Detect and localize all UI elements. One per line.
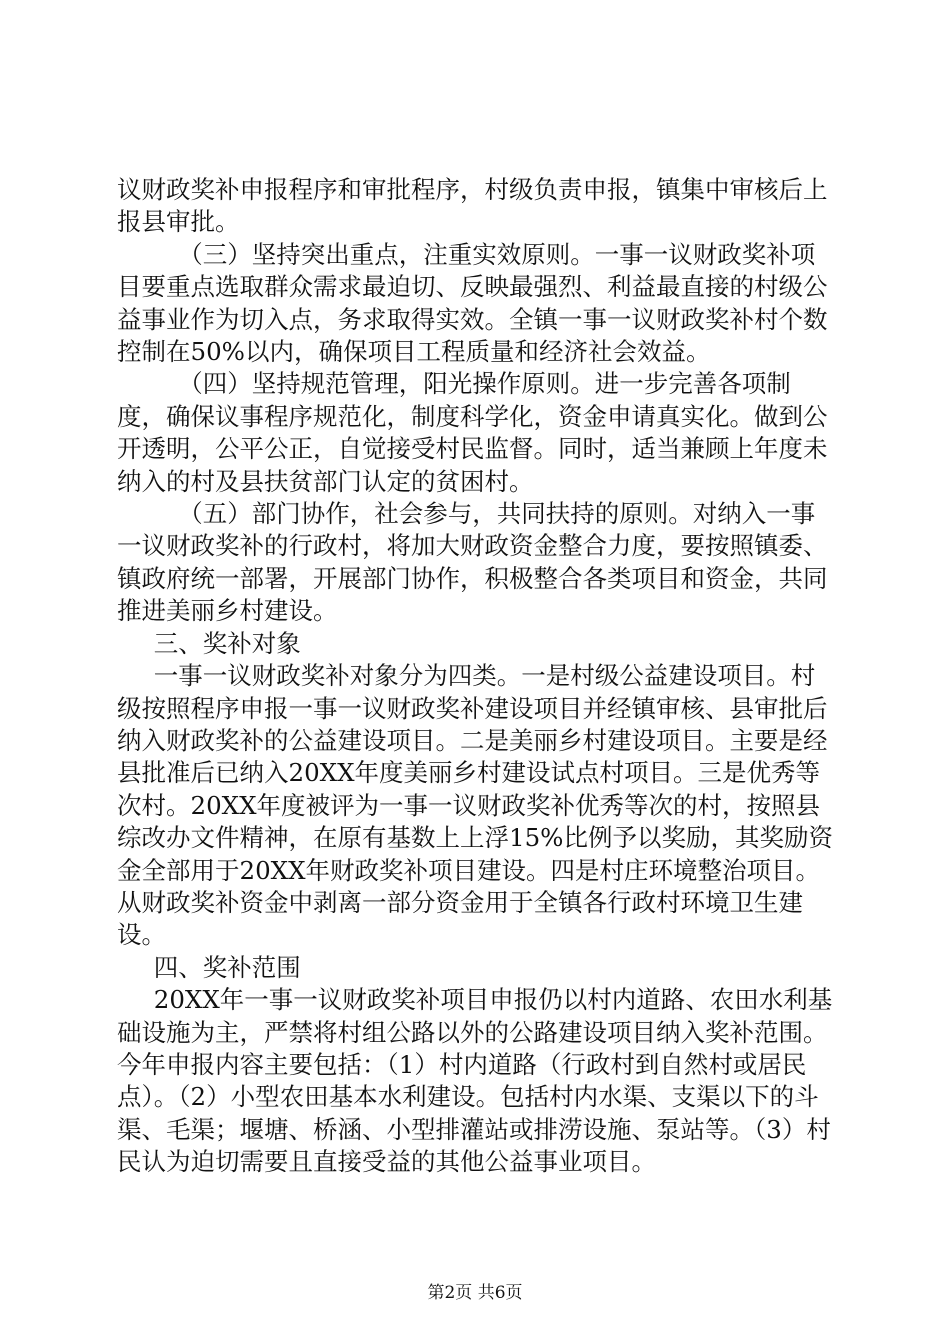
paragraph-continuation: 议财政奖补申报程序和审批程序，村级负责申报，镇集中审核后上报县审批。 <box>117 175 828 237</box>
section-heading-award-scope: 四、奖补范围 <box>153 952 301 982</box>
paragraph-principle-4: （四）坚持规范管理，阳光操作原则。进一步完善各项制度，确保议事程序规范化，制度科学化，资金申请真实化。做到公开透明，公平公正，自觉接受村民监督。同时，适当兼顾上年度未纳入的村及县扶贫部门认定的贫困村。 <box>117 369 828 496</box>
document-body <box>117 174 837 1179</box>
paragraph-award-scope: 20XX年一事一议财政奖补项目申报仍以村内道路、农田水利基础设施为主，严禁将村组公路以外的公路建设项目纳入奖补范围。今年申报内容主要包括：（1）村内道路（行政村到自然村或居民点）。（2）小型农田基本水利建设。包括村内水渠、支渠以下的斗渠、毛渠；堰塘、桥涵、小型排灌站或排涝设施、泵站等。（3）村民认为迫切需要且直接受益的其他公益事业项目。 <box>117 985 833 1177</box>
section-heading-award-targets: 三、奖补对象 <box>153 628 301 658</box>
paragraph-principle-3: （三）坚持突出重点，注重实效原则。一事一议财政奖补项目要重点选取群众需求最迫切、反映最强烈、利益最直接的村级公益事业作为切入点，务求取得实效。全镇一事一议财政奖补村个数控制在50%以内，确保项目工程质量和经济社会效益。 <box>117 239 828 367</box>
paragraph-principle-5: （五）部门协作，社会参与，共同扶持的原则。对纳入一事一议财政奖补的行政村，将加大财政资金整合力度，要按照镇委、镇政府统一部署，开展部门协作，积极整合各类项目和资金，共同推进美丽乡村建设。 <box>117 499 828 626</box>
page-number-footer: 第2页 共6页 <box>427 1283 523 1303</box>
paragraph-award-targets: 一事一议财政奖补对象分为四类。一是村级公益建设项目。村级按照程序申报一事一议财政奖补建设项目并经镇审核、县审批后纳入财政奖补的公益建设项目。二是美丽乡村建设项目。主要是经县批准后已纳入20XX年度美丽乡村建设试点村项目。三是优秀等次村。20XX年度被评为一事一议财政奖补优秀等次的村，按照县综改办文件精神，在原有基数上上浮15%比例予以奖励，其奖励资金全部用于20XX年财政奖补项目建设。四是村庄环境整治项目。从财政奖补资金中剥离一部分资金用于全镇各行政村环境卫生建设。 <box>117 661 833 950</box>
